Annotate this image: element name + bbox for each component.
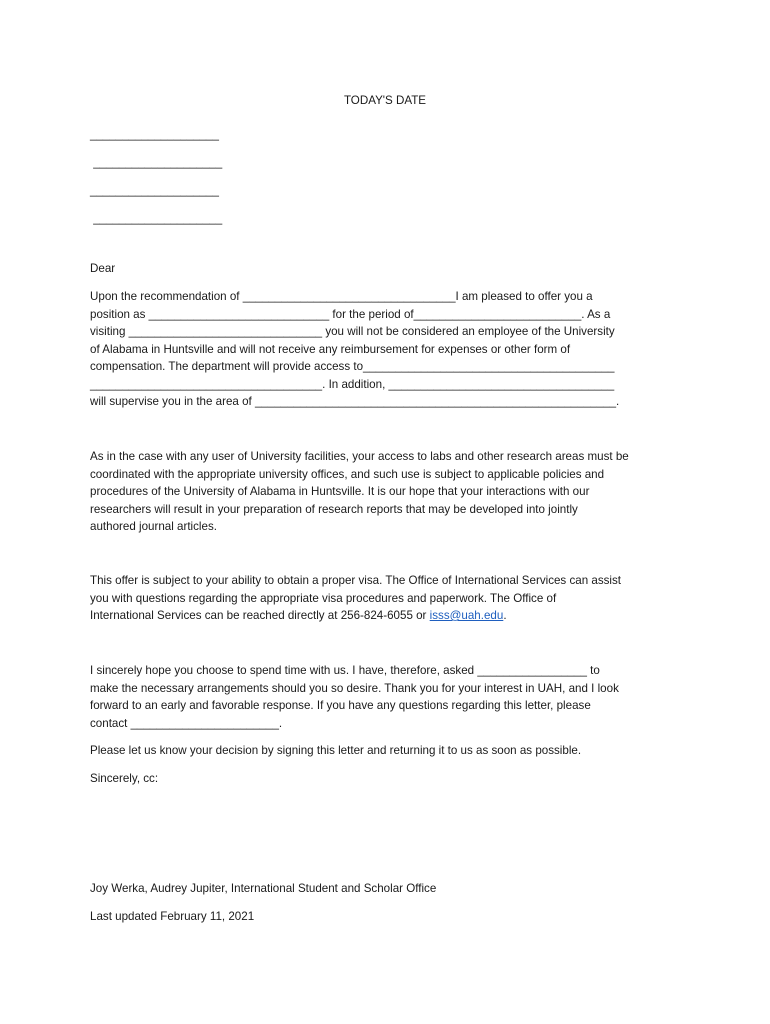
paragraph-line (90, 607, 690, 625)
paragraph-line: Upon the recommendation of _________________________________I am pleased to offer you a (90, 290, 593, 303)
paragraph-line: As in the case with any user of University facilities, your access to labs and other research areas must be (90, 450, 629, 463)
facilities-paragraph (90, 448, 690, 536)
paragraph-line: I sincerely hope you choose to spend time with us. I have, therefore, asked _________________ to (90, 664, 600, 677)
address-blank-line: ____________________ (90, 156, 223, 169)
address-blank-line: ____________________ (90, 128, 219, 141)
date-heading: TODAY'S DATE (343, 94, 427, 107)
email-link[interactable]: isss@uah.edu (429, 609, 504, 622)
paragraph-line: visiting ______________________________ you will not be considered an employee of the University (90, 325, 615, 338)
paragraph-line: ____________________________________. In addition, ___________________________________ (90, 377, 615, 391)
decision-line: Please let us know your decision by signing this letter and returning it to us as soon as possible. (90, 744, 582, 757)
paragraph-line: compensation. The department will provide access to_______________________________________ (90, 360, 615, 373)
paragraph-line: procedures of the University of Alabama in Huntsville. It is our hope that your interactions with our (90, 485, 590, 498)
arrangements-paragraph (90, 662, 690, 732)
paragraph-line: position as ____________________________ for the period of__________________________. As a (90, 307, 611, 321)
offer-paragraph (90, 288, 690, 411)
paragraph-line: contact _______________________. (90, 716, 283, 730)
closing: Sincerely, cc: (90, 772, 159, 785)
paragraph-line: you with questions regarding the appropriate visa procedures and paperwork. The Office of (90, 591, 557, 605)
period-text: . (503, 609, 507, 622)
last-updated: Last updated February 11, 2021 (90, 910, 255, 923)
paragraph-line: authored journal articles. (90, 520, 217, 533)
paragraph-line: make the necessary arrangements should you so desire. Thank you for your interest in UAH, and I look (90, 681, 619, 695)
address-blank-line: ____________________ (90, 212, 223, 225)
paragraph-line: This offer is subject to your ability to obtain a proper visa. The Office of International Services can assist (90, 574, 622, 587)
paragraph-line: coordinated with the appropriate university offices, and such use is subject to applicable policies and (90, 467, 605, 481)
address-blank-line: ____________________ (90, 184, 219, 197)
paragraph-line: of Alabama in Huntsville and will not receive any reimbursement for expenses or other form of (90, 342, 571, 356)
salutation: Dear (90, 262, 116, 275)
contact-text: International Services can be reached directly at 256-824-6055 or (90, 609, 430, 622)
paragraph-line: researchers will result in your preparation of research reports that may be developed into jointly (90, 502, 578, 516)
signature-line: Joy Werka, Audrey Jupiter, International Student and Scholar Office (90, 882, 437, 895)
visa-paragraph (90, 572, 690, 625)
paragraph-line: will supervise you in the area of ________________________________________________________. (90, 395, 620, 408)
paragraph-line: forward to an early and favorable response. If you have any questions regarding this letter, please (90, 699, 591, 712)
